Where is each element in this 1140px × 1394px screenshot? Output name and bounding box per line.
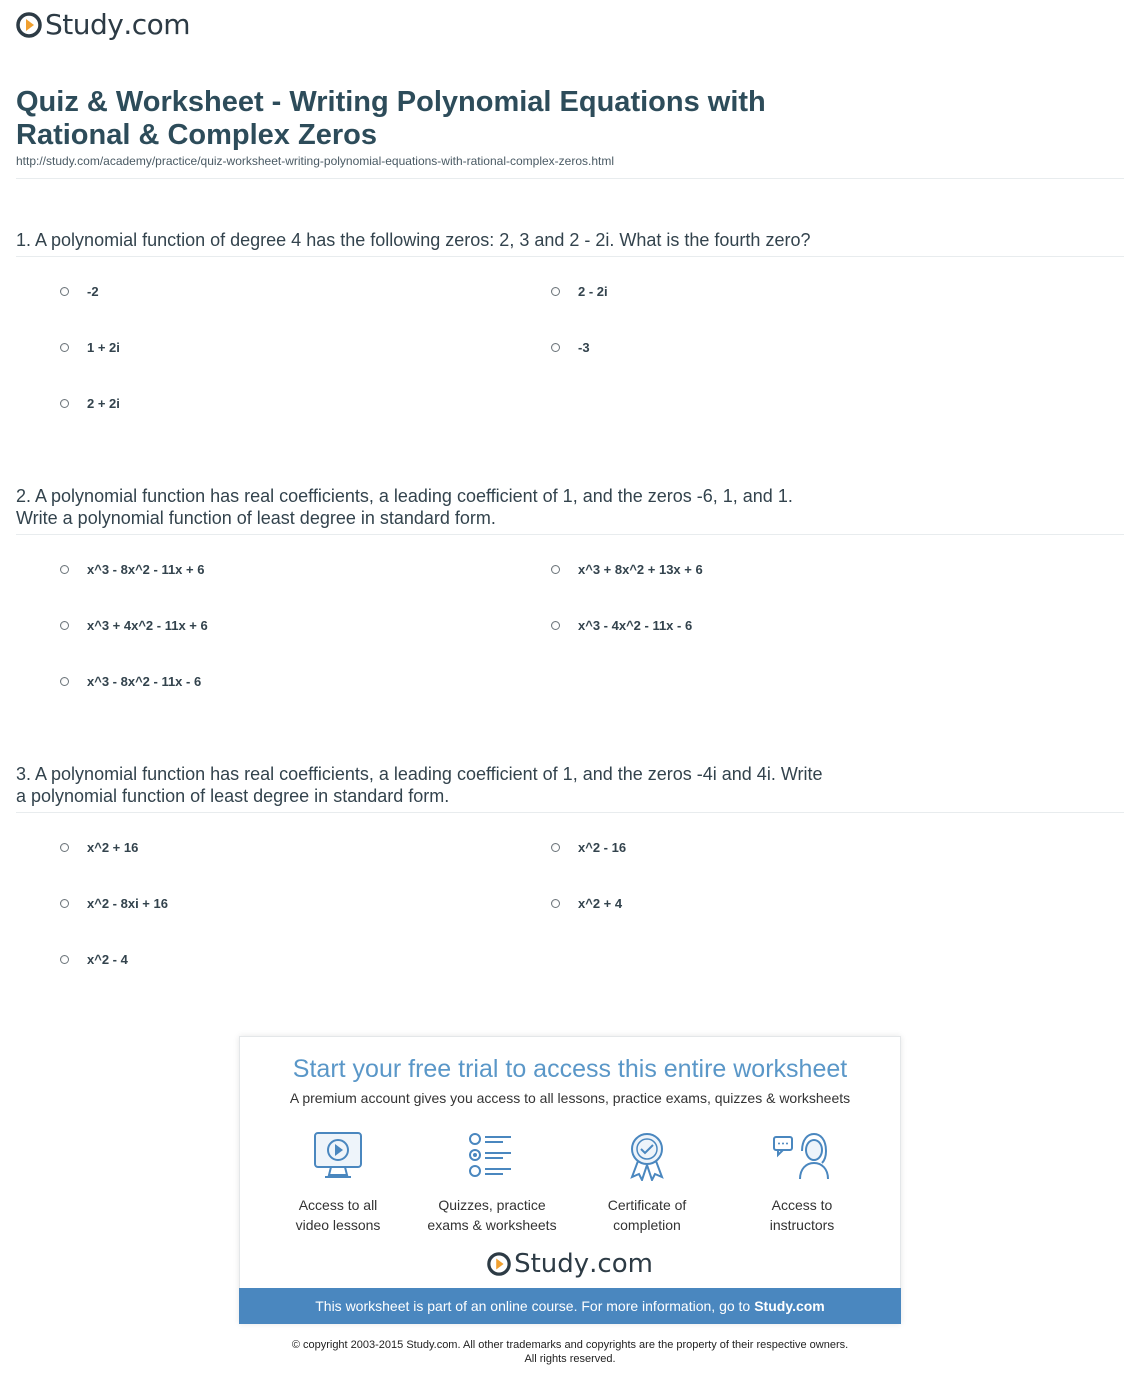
divider	[16, 178, 1124, 179]
question-text: 1. A polynomial function of degree 4 has the following zeros: 2, 3 and 2 - 2i. What is the fourth zero?	[16, 230, 811, 250]
title-line-2: Rational & Complex Zeros	[16, 119, 377, 151]
radio-button[interactable]	[551, 287, 560, 296]
brand-suffix: .com	[589, 1249, 653, 1279]
brand-suffix: .com	[123, 8, 191, 41]
radio-button[interactable]	[60, 843, 69, 852]
option-label: x^2 - 16	[578, 840, 627, 855]
promo-study-logo[interactable]	[240, 1249, 900, 1279]
promo-title[interactable]: Start your free trial to access this entire worksheet	[292, 1055, 848, 1083]
radio-button[interactable]	[60, 565, 69, 574]
answer-option[interactable]	[60, 340, 120, 355]
question-3	[16, 763, 936, 807]
feature-label: Access to all video lessons	[295, 1197, 381, 1233]
divider	[16, 256, 1124, 257]
radio-button[interactable]	[551, 343, 560, 352]
option-label: x^2 + 16	[87, 840, 139, 855]
radio-button[interactable]	[60, 343, 69, 352]
answer-option[interactable]	[60, 396, 120, 411]
radio-button[interactable]	[60, 677, 69, 686]
feature-label: Quizzes, practice exams & worksheets	[427, 1197, 557, 1233]
option-label: x^3 + 8x^2 + 13x + 6	[578, 562, 703, 577]
radio-button[interactable]	[551, 843, 560, 852]
brand-name: Study	[514, 1249, 590, 1279]
option-label: -3	[578, 340, 590, 355]
answer-option[interactable]	[60, 618, 208, 633]
course-info-banner[interactable]	[239, 1288, 901, 1324]
option-label: x^2 + 4	[578, 896, 623, 911]
answer-option[interactable]	[551, 896, 622, 911]
brand-name: Study	[45, 8, 124, 41]
play-logo-icon	[487, 1252, 511, 1276]
option-label: x^3 - 8x^2 - 11x - 6	[87, 674, 202, 689]
video-lesson-icon	[311, 1131, 365, 1181]
feature-label: Certificate of completion	[607, 1197, 687, 1233]
play-logo-icon	[16, 12, 42, 38]
answer-option[interactable]	[60, 674, 201, 689]
copyright-notice	[0, 1338, 1140, 1366]
feature-certificate	[567, 1131, 727, 1235]
option-label: 1 + 2i	[87, 340, 120, 355]
answer-option[interactable]	[551, 562, 703, 577]
option-label: x^3 - 4x^2 - 11x - 6	[578, 618, 693, 633]
question-text-line-1: 2. A polynomial function has real coefficients, a leading coefficient of 1, and the zeros -6, 1, and 1.	[16, 486, 793, 506]
question-text-line-1: 3. A polynomial function has real coefficients, a leading coefficient of 1, and the zeros -4i and 4i. Write	[16, 764, 823, 784]
study-logo[interactable]	[16, 8, 190, 41]
radio-button[interactable]	[60, 955, 69, 964]
answer-option[interactable]	[551, 618, 692, 633]
option-label: x^2 - 8xi + 16	[87, 896, 168, 911]
answer-option[interactable]	[551, 340, 590, 355]
answer-option[interactable]	[551, 840, 626, 855]
answer-option[interactable]	[60, 952, 128, 967]
option-label: x^3 - 8x^2 - 11x + 6	[87, 562, 205, 577]
banner-text: This worksheet is part of an online course. For more information, go to	[315, 1298, 751, 1314]
radio-button[interactable]	[60, 899, 69, 908]
question-2	[16, 485, 936, 529]
radio-button[interactable]	[551, 621, 560, 630]
answer-option[interactable]	[60, 896, 168, 911]
question-text-line-2: a polynomial function of least degree in standard form.	[16, 786, 450, 806]
option-label: 2 - 2i	[578, 284, 608, 299]
instructor-icon	[772, 1131, 832, 1181]
promo-subtitle: A premium account gives you access to all lessons, practice exams, quizzes & worksheets	[289, 1090, 851, 1106]
option-label: -2	[87, 284, 99, 299]
question-text-line-2: Write a polynomial function of least degree in standard form.	[16, 508, 496, 528]
page-url[interactable]: http://study.com/academy/practice/quiz-worksheet-writing-polynomial-equations-with-rational-complex-zeros.html	[16, 154, 615, 168]
divider	[16, 534, 1124, 535]
question-1	[16, 229, 936, 251]
answer-option[interactable]	[60, 284, 99, 299]
page-title	[16, 86, 916, 152]
title-line-1: Quiz & Worksheet - Writing Polynomial Equations with	[16, 86, 766, 118]
option-label: x^3 + 4x^2 - 11x + 6	[87, 618, 208, 633]
radio-button[interactable]	[60, 621, 69, 630]
radio-button[interactable]	[551, 565, 560, 574]
feature-video-lessons	[258, 1131, 418, 1235]
feature-label: Access to instructors	[769, 1197, 835, 1233]
answer-option[interactable]	[551, 284, 608, 299]
radio-button[interactable]	[551, 899, 560, 908]
radio-button[interactable]	[60, 287, 69, 296]
answer-option[interactable]	[60, 562, 204, 577]
copyright-line-1: © copyright 2003-2015 Study.com. All other trademarks and copyrights are the property of their respective owners.	[291, 1339, 849, 1351]
certificate-icon	[620, 1131, 674, 1181]
feature-quizzes	[412, 1131, 572, 1235]
copyright-line-2: All rights reserved.	[524, 1353, 616, 1365]
option-label: 2 + 2i	[87, 396, 120, 411]
feature-instructors	[722, 1131, 882, 1235]
free-trial-promo	[239, 1036, 901, 1324]
banner-link[interactable]: Study.com	[754, 1298, 825, 1314]
quiz-list-icon	[465, 1131, 519, 1181]
option-label: x^2 - 4	[87, 952, 128, 967]
divider	[16, 812, 1124, 813]
radio-button[interactable]	[60, 399, 69, 408]
answer-option[interactable]	[60, 840, 138, 855]
